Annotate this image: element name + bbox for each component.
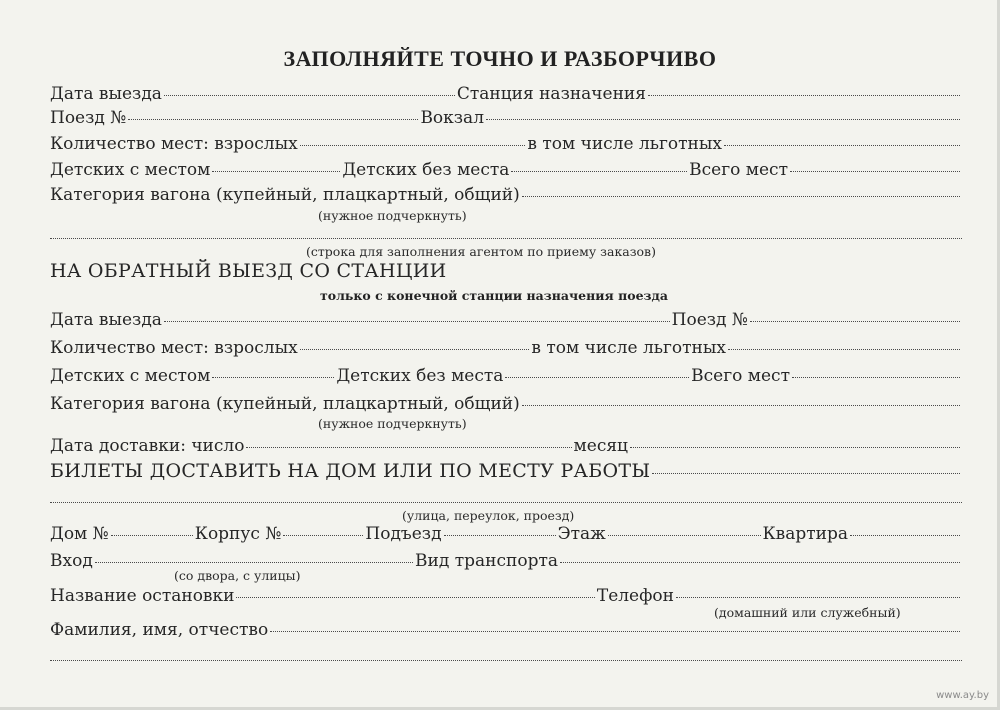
underline-note: (нужное подчеркнуть) [318,208,467,223]
return-subheading: только с конечной станции назначения поезда [320,288,668,303]
return-underline-note: (нужное подчеркнуть) [318,416,467,431]
agent-line[interactable] [50,238,962,239]
total-seats-label: Всего мест [689,160,788,180]
delivery-day-label: Дата доставки: число [50,436,245,456]
destination-field[interactable] [648,95,960,96]
delivery-month-field[interactable] [630,447,960,448]
return-heading-row [50,260,447,282]
return-car-category-field[interactable] [522,405,960,406]
station-field[interactable] [486,119,960,120]
full-name-label: Фамилия, имя, отчество [50,620,269,640]
transport-label: Вид транспорта [415,551,558,571]
return-adult-seats-label: Количество мест: взрослых [50,338,298,358]
form-title: ЗАПОЛНЯЙТЕ ТОЧНО И РАЗБОРЧИВО [283,46,717,71]
row-date-destination [50,84,962,104]
transport-field[interactable] [560,562,960,563]
row-return-adult-seats [50,338,962,358]
return-adult-seats-field[interactable] [300,349,530,350]
row-children [50,160,962,180]
delivery-day-field[interactable] [246,447,571,448]
row-house [50,524,962,544]
departure-date-field[interactable] [164,95,455,96]
building-label: Корпус № [194,524,282,544]
station-label: Вокзал [420,108,484,128]
car-category-label: Категория вагона (купейный, плацкартный, общий) [50,185,520,205]
phone-label: Телефон [596,586,674,606]
stop-field[interactable] [236,597,594,598]
apartment-field[interactable] [850,535,960,536]
row-train-station [50,108,962,128]
return-total-seats-label: Всего мест [691,366,790,386]
phone-note: (домашний или служебный) [714,605,901,620]
entry-note: (со двора, с улицы) [174,568,301,583]
preferential-seats-label: в том числе льготных [527,134,722,154]
return-heading: НА ОБРАТНЫЙ ВЫЕЗД СО СТАНЦИИ [50,260,447,282]
child-with-seat-field[interactable] [212,171,340,172]
full-name-line-2[interactable] [50,660,962,661]
entrance-field[interactable] [444,535,556,536]
train-number-field[interactable] [128,119,418,120]
row-delivery-date [50,436,962,456]
adult-seats-label: Количество мест: взрослых [50,134,298,154]
return-child-with-seat-field[interactable] [212,377,334,378]
return-child-no-seat-field[interactable] [505,377,689,378]
house-label: Дом № [50,524,109,544]
return-child-with-seat-label: Детских с местом [50,366,211,386]
stop-label: Название остановки [50,586,235,606]
row-adult-seats [50,134,962,154]
phone-field[interactable] [676,597,960,598]
building-field[interactable] [283,535,363,536]
return-car-category-label: Категория вагона (купейный, плацкартный, общий) [50,394,520,414]
return-date-field[interactable] [164,321,670,322]
row-return-date-train [50,310,962,330]
adult-seats-field[interactable] [300,145,526,146]
entry-label: Вход [50,551,93,571]
street-field[interactable] [652,473,960,474]
apartment-label: Квартира [762,524,848,544]
agent-note: (строка для заполнения агентом по приему заказов) [306,244,656,259]
child-no-seat-field[interactable] [511,171,687,172]
full-name-field[interactable] [270,631,960,632]
floor-label: Этаж [557,524,606,544]
street-note: (улица, переулок, проезд) [402,508,575,523]
return-total-seats-field[interactable] [792,377,960,378]
row-return-car-category [50,394,962,414]
child-with-seat-label: Детских с местом [50,160,211,180]
delivery-month-label: месяц [573,436,628,456]
preferential-seats-field[interactable] [724,145,960,146]
entry-field[interactable] [95,562,413,563]
return-train-label: Поезд № [671,310,748,330]
row-address-heading [50,460,962,482]
return-preferential-field[interactable] [728,349,960,350]
return-date-label: Дата выезда [50,310,162,330]
street-line-2[interactable] [50,502,962,503]
entrance-label: Подъезд [365,524,442,544]
return-preferential-label: в том числе льготных [531,338,726,358]
row-stop-phone [50,586,962,606]
return-train-field[interactable] [750,321,960,322]
destination-label: Станция назначения [456,84,646,104]
train-number-label: Поезд № [50,108,127,128]
watermark: www.ay.by [936,690,989,701]
address-heading: БИЛЕТЫ ДОСТАВИТЬ НА ДОМ ИЛИ ПО МЕСТУ РАБОТЫ [50,460,651,482]
row-car-category [50,185,962,205]
child-no-seat-label: Детских без места [342,160,510,180]
car-category-field[interactable] [522,196,960,197]
row-full-name [50,620,962,640]
house-field[interactable] [111,535,193,536]
row-return-children [50,366,962,386]
return-child-no-seat-label: Детских без места [336,366,504,386]
floor-field[interactable] [608,535,761,536]
departure-date-label: Дата выезда [50,84,162,104]
total-seats-field[interactable] [790,171,960,172]
